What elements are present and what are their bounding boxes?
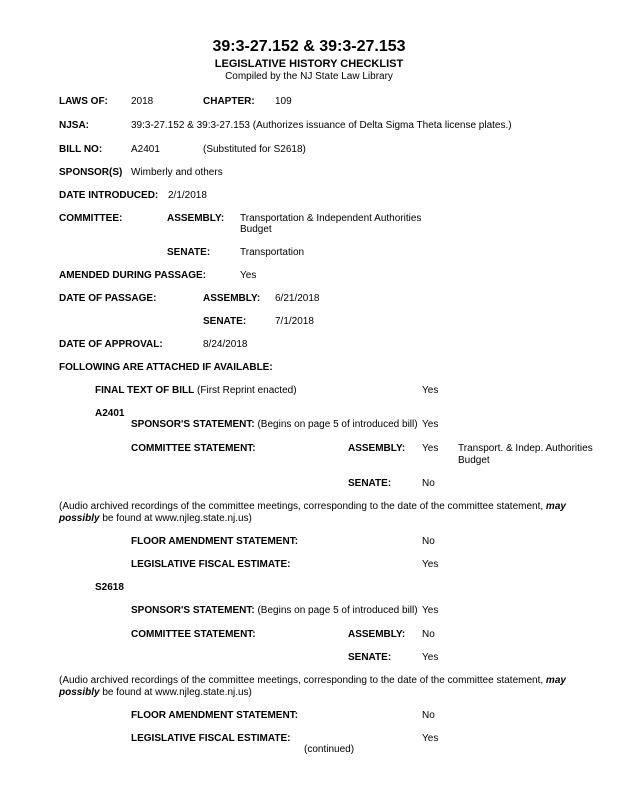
final-text-label: FINAL TEXT OF BILL bbox=[95, 385, 195, 396]
s2618-assembly-value: No bbox=[422, 629, 435, 640]
chapter-value: 109 bbox=[275, 96, 292, 107]
a2401-sponsor-note: (Begins on page 5 of introduced bill) bbox=[257, 419, 418, 430]
committee-assembly-value-2: Budget bbox=[240, 224, 272, 235]
a2401-senate-value: No bbox=[422, 478, 435, 489]
sponsors-label: SPONSOR(S) bbox=[59, 167, 123, 178]
a2401-sponsor-label: SPONSOR'S STATEMENT: bbox=[131, 419, 255, 430]
page-subtitle: LEGISLATIVE HISTORY CHECKLIST bbox=[214, 58, 404, 70]
s2618-committee-label: COMMITTEE STATEMENT: bbox=[131, 629, 256, 640]
committee-senate-label: SENATE: bbox=[167, 247, 211, 258]
njsa-label: NJSA: bbox=[59, 120, 90, 131]
passage-senate-value: 7/1/2018 bbox=[275, 316, 314, 327]
s2618-sponsor-note: (Begins on page 5 of introduced bill) bbox=[257, 605, 418, 616]
committee-assembly-value-1: Transportation & Independent Authorities bbox=[240, 213, 422, 224]
njsa-value: 39:3-27.152 & 39:3-27.153 (Authorizes issuance of Delta Sigma Theta license plates.) bbox=[131, 120, 512, 131]
s2618-sponsor-label: SPONSOR'S STATEMENT: bbox=[131, 605, 255, 616]
a2401-sponsor-row bbox=[131, 419, 418, 431]
a2401-committee-label: COMMITTEE STATEMENT: bbox=[131, 443, 256, 454]
a2401-floor-label: FLOOR AMENDMENT STATEMENT: bbox=[131, 536, 299, 547]
a2401-audio-note-text: (Audio archived recordings of the committee meetings, corresponding to the date of the committee statement, bbox=[59, 501, 544, 512]
laws-of-label: LAWS OF: bbox=[59, 96, 108, 107]
chapter-label: CHAPTER: bbox=[203, 96, 255, 107]
s2618-sponsor-row bbox=[131, 605, 418, 617]
approval-value: 8/24/2018 bbox=[203, 339, 248, 350]
bill-no-note: (Substituted for S2618) bbox=[203, 144, 306, 155]
s2618-audio-note bbox=[59, 675, 604, 699]
a2401-assembly-label: ASSEMBLY: bbox=[348, 443, 406, 454]
amended-value: Yes bbox=[240, 270, 257, 281]
a2401-floor-value: No bbox=[422, 536, 435, 547]
approval-label: DATE OF APPROVAL: bbox=[59, 339, 163, 350]
s2618-bill-heading: S2618 bbox=[95, 582, 124, 593]
final-text-row bbox=[95, 385, 297, 397]
passage-assembly-label: ASSEMBLY: bbox=[203, 293, 261, 304]
final-text-note: (First Reprint enacted) bbox=[197, 385, 297, 396]
s2618-sponsor-value: Yes bbox=[422, 605, 439, 616]
a2401-audio-note bbox=[59, 501, 604, 525]
page-title: 39:3-27.152 & 39:3-27.153 bbox=[212, 38, 406, 55]
s2618-audio-note-text: (Audio archived recordings of the committee meetings, corresponding to the date of the committee statement, bbox=[59, 675, 544, 686]
s2618-fiscal-value: Yes bbox=[422, 733, 439, 744]
a2401-sponsor-value: Yes bbox=[422, 419, 439, 430]
laws-of-value: 2018 bbox=[131, 96, 154, 107]
s2618-senate-value: Yes bbox=[422, 652, 439, 663]
passage-senate-label: SENATE: bbox=[203, 316, 247, 327]
bill-no-label: BILL NO: bbox=[59, 144, 103, 155]
a2401-fiscal-value: Yes bbox=[422, 559, 439, 570]
s2618-floor-label: FLOOR AMENDMENT STATEMENT: bbox=[131, 710, 299, 721]
a2401-bill-heading: A2401 bbox=[95, 408, 125, 419]
final-text-value: Yes bbox=[422, 385, 439, 396]
s2618-audio-note-link-text: be found at www.njleg.state.nj.us) bbox=[102, 687, 252, 698]
a2401-assembly-value: Yes bbox=[422, 443, 439, 454]
passage-assembly-value: 6/21/2018 bbox=[275, 293, 320, 304]
a2401-fiscal-label: LEGISLATIVE FISCAL ESTIMATE: bbox=[131, 559, 291, 570]
s2618-audio-note-emphasis: may possibly bbox=[59, 675, 566, 698]
a2401-assembly-committee-2: Budget bbox=[458, 455, 490, 466]
a2401-audio-note-link-text: be found at www.njleg.state.nj.us) bbox=[102, 513, 252, 524]
a2401-senate-label: SENATE: bbox=[348, 478, 392, 489]
date-introduced-value: 2/1/2018 bbox=[168, 190, 207, 201]
amended-label: AMENDED DURING PASSAGE: bbox=[59, 270, 207, 281]
s2618-senate-label: SENATE: bbox=[348, 652, 392, 663]
attached-heading: FOLLOWING ARE ATTACHED IF AVAILABLE: bbox=[59, 362, 273, 373]
compiled-by: Compiled by the NJ State Law Library bbox=[225, 71, 393, 82]
sponsors-value: Wimberly and others bbox=[131, 167, 223, 178]
committee-assembly-label: ASSEMBLY: bbox=[167, 213, 225, 224]
continued-note: (continued) bbox=[304, 744, 355, 755]
passage-label: DATE OF PASSAGE: bbox=[59, 293, 157, 304]
s2618-floor-value: No bbox=[422, 710, 435, 721]
committee-senate-value: Transportation bbox=[240, 247, 305, 258]
s2618-fiscal-label: LEGISLATIVE FISCAL ESTIMATE: bbox=[131, 733, 291, 744]
s2618-assembly-label: ASSEMBLY: bbox=[348, 629, 406, 640]
committee-label: COMMITTEE: bbox=[59, 213, 123, 224]
a2401-assembly-committee-1: Transport. & Indep. Authorities bbox=[458, 443, 593, 454]
date-introduced-label: DATE INTRODUCED: bbox=[59, 190, 159, 201]
a2401-audio-note-emphasis: may possibly bbox=[59, 501, 566, 524]
bill-no-value: A2401 bbox=[131, 144, 160, 155]
